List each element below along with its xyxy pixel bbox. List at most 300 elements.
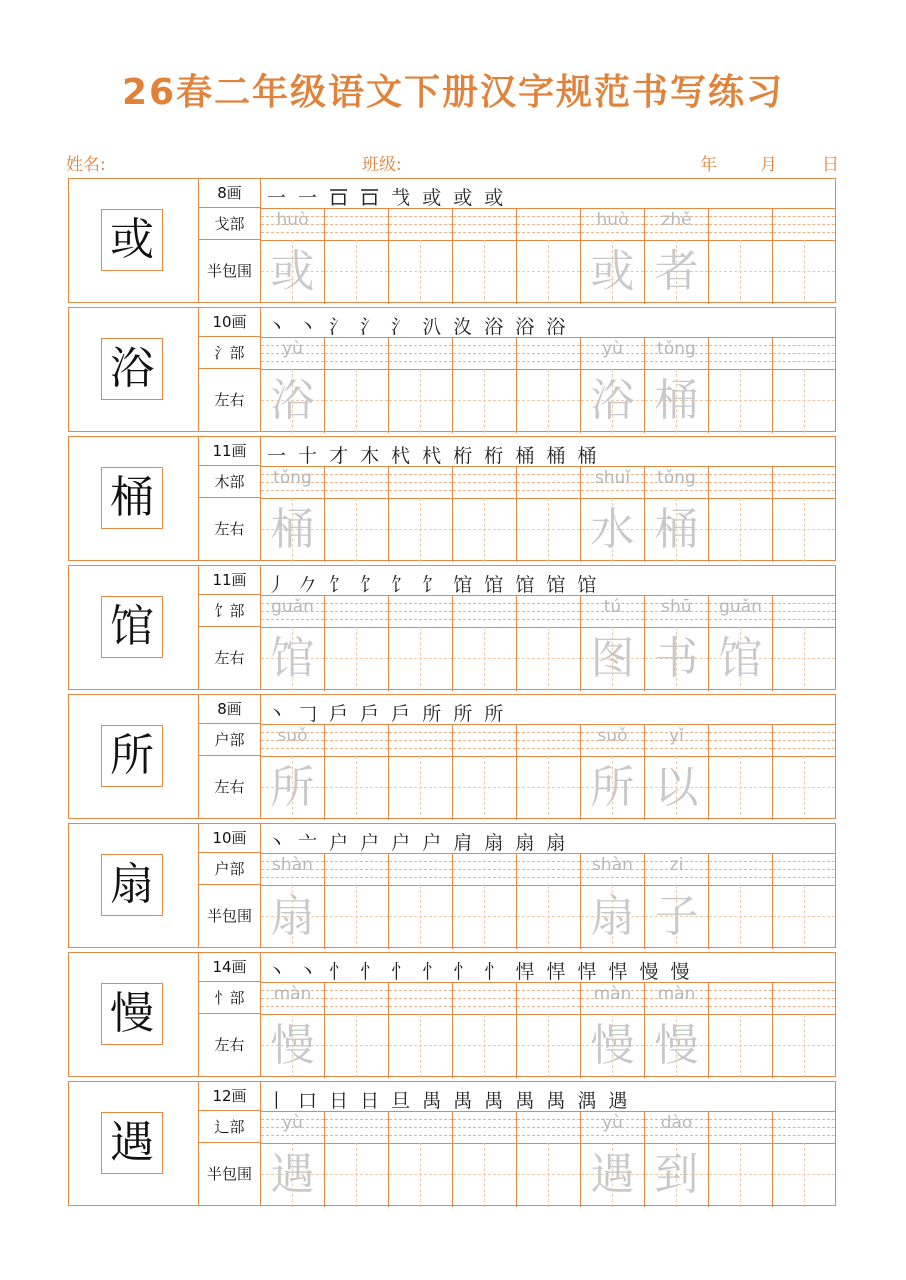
writing-cell[interactable] xyxy=(389,1111,453,1207)
writing-cell[interactable] xyxy=(325,982,389,1078)
stroke-count-label: 8画 xyxy=(199,695,261,724)
tianzige-box xyxy=(581,885,644,949)
pinyin-guide-line xyxy=(325,1006,388,1007)
stroke-order-text: 丨 口 日 日 旦 禺 禺 禺 禺 禺 湡 遇 xyxy=(267,1090,631,1112)
writing-cell[interactable] xyxy=(261,466,325,562)
pinyin-text: suǒ xyxy=(277,726,308,746)
tianzige-box xyxy=(517,627,580,691)
writing-cell[interactable] xyxy=(709,1111,773,1207)
pinyin-guide-line xyxy=(773,216,835,217)
guide-horizontal xyxy=(709,1045,772,1046)
writing-cell[interactable] xyxy=(581,595,645,691)
pinyin-guide-line xyxy=(453,490,516,491)
writing-cell[interactable] xyxy=(389,595,453,691)
pinyin-guide-line xyxy=(581,619,644,620)
guide-horizontal xyxy=(389,916,452,917)
tracing-character: 所 xyxy=(270,762,315,813)
stroke-order-text: 丶 𠃌 戶 戶 戶 所 所 所 xyxy=(267,703,507,725)
writing-cell[interactable] xyxy=(581,337,645,433)
pinyin-text: tú xyxy=(603,597,622,617)
tianzige-box xyxy=(773,369,835,433)
writing-cell[interactable] xyxy=(709,853,773,949)
pinyin-guide-line xyxy=(325,345,388,346)
guide-vertical xyxy=(420,369,421,433)
guide-vertical xyxy=(484,498,485,562)
pinyin-band xyxy=(645,1111,708,1144)
pinyin-band xyxy=(645,595,708,628)
writing-cell[interactable] xyxy=(261,208,325,304)
guide-horizontal xyxy=(709,529,772,530)
pinyin-text: tǒng xyxy=(273,468,312,488)
tracing-character: 扇 xyxy=(270,891,315,942)
radical-label: 辶部 xyxy=(199,1111,261,1143)
guide-vertical xyxy=(356,885,357,949)
guide-horizontal xyxy=(709,1174,772,1175)
pinyin-band xyxy=(517,208,580,241)
tianzige-box xyxy=(453,1014,516,1078)
pinyin-band xyxy=(389,208,452,241)
writing-cell[interactable] xyxy=(645,595,709,691)
tracing-character: 书 xyxy=(654,633,699,684)
pinyin-text: guǎn xyxy=(271,597,314,617)
guide-horizontal xyxy=(773,271,835,272)
stroke-count-label: 10画 xyxy=(199,308,261,337)
guide-horizontal xyxy=(389,1045,452,1046)
pinyin-guide-line xyxy=(709,748,772,749)
writing-cell[interactable] xyxy=(453,982,517,1078)
stroke-order-row xyxy=(261,953,835,983)
writing-cell[interactable] xyxy=(389,982,453,1078)
tracing-character: 馆 xyxy=(270,633,315,684)
writing-cell[interactable] xyxy=(773,337,835,433)
pinyin-guide-line xyxy=(517,1119,580,1120)
pinyin-guide-line xyxy=(517,990,580,991)
pinyin-guide-line xyxy=(325,353,388,354)
pinyin-guide-line xyxy=(389,474,452,475)
guide-vertical xyxy=(548,756,549,820)
pinyin-band xyxy=(709,466,772,499)
pinyin-guide-line xyxy=(389,877,452,878)
writing-cell[interactable] xyxy=(645,982,709,1078)
tianzige-box xyxy=(709,1014,772,1078)
writing-cell[interactable] xyxy=(709,337,773,433)
writing-cell[interactable] xyxy=(325,208,389,304)
pinyin-guide-line xyxy=(709,361,772,362)
pinyin-guide-line xyxy=(773,490,835,491)
writing-cell[interactable] xyxy=(261,1111,325,1207)
tianzige-box xyxy=(517,1143,580,1207)
tracing-character: 慢 xyxy=(590,1020,635,1071)
guide-vertical xyxy=(484,885,485,949)
writing-cell[interactable] xyxy=(453,1111,517,1207)
writing-cell[interactable] xyxy=(325,1111,389,1207)
pinyin-guide-line xyxy=(389,990,452,991)
pinyin-guide-line xyxy=(325,740,388,741)
writing-cell[interactable] xyxy=(325,853,389,949)
writing-cell[interactable] xyxy=(261,595,325,691)
pinyin-guide-line xyxy=(325,732,388,733)
writing-cell[interactable] xyxy=(773,1111,835,1207)
guide-horizontal xyxy=(325,529,388,530)
pinyin-band xyxy=(709,337,772,370)
pinyin-band xyxy=(773,466,835,499)
tianzige-box xyxy=(325,498,388,562)
stroke-order-text: 一 一 𠮛 𠮛 𢦏 或 或 或 xyxy=(267,187,507,209)
pinyin-band xyxy=(453,466,516,499)
pinyin-guide-line xyxy=(517,482,580,483)
pinyin-band xyxy=(261,466,324,499)
pinyin-guide-line xyxy=(581,232,644,233)
writing-cell[interactable] xyxy=(453,595,517,691)
pinyin-band xyxy=(773,853,835,886)
pinyin-guide-line xyxy=(709,1119,772,1120)
stroke-order-row xyxy=(261,308,835,338)
tianzige-box xyxy=(645,885,708,949)
pinyin-guide-line xyxy=(389,1127,452,1128)
pinyin-guide-line xyxy=(453,611,516,612)
writing-cell[interactable] xyxy=(645,337,709,433)
writing-cell[interactable] xyxy=(773,208,835,304)
pinyin-guide-line xyxy=(261,490,324,491)
pinyin-guide-line xyxy=(453,474,516,475)
writing-cell[interactable] xyxy=(709,208,773,304)
pinyin-guide-line xyxy=(325,474,388,475)
writing-cell[interactable] xyxy=(645,1111,709,1207)
pinyin-band xyxy=(709,208,772,241)
guide-horizontal xyxy=(453,1174,516,1175)
tianzige-box xyxy=(581,756,644,820)
tracing-character: 桶 xyxy=(654,504,699,555)
pinyin-guide-line xyxy=(261,619,324,620)
guide-horizontal xyxy=(389,658,452,659)
writing-cell[interactable] xyxy=(325,337,389,433)
tianzige-box xyxy=(453,885,516,949)
pinyin-text: shuǐ xyxy=(594,468,631,488)
pinyin-guide-line xyxy=(773,361,835,362)
guide-vertical xyxy=(356,240,357,304)
writing-cell[interactable] xyxy=(389,208,453,304)
pinyin-guide-line xyxy=(325,490,388,491)
pinyin-guide-line xyxy=(709,345,772,346)
pinyin-band xyxy=(709,595,772,628)
pinyin-band xyxy=(453,595,516,628)
pinyin-guide-line xyxy=(773,232,835,233)
writing-cell[interactable] xyxy=(389,724,453,820)
tianzige-box xyxy=(709,885,772,949)
tianzige-box xyxy=(709,498,772,562)
pinyin-guide-line xyxy=(325,998,388,999)
pinyin-guide-line xyxy=(453,740,516,741)
writing-cell[interactable] xyxy=(581,208,645,304)
pinyin-band xyxy=(453,1111,516,1144)
writing-cell[interactable] xyxy=(709,982,773,1078)
pinyin-guide-line xyxy=(389,361,452,362)
writing-cell[interactable] xyxy=(325,466,389,562)
pinyin-guide-line xyxy=(453,216,516,217)
pinyin-guide-line xyxy=(325,1135,388,1136)
guide-horizontal xyxy=(709,787,772,788)
writing-cell[interactable] xyxy=(581,1111,645,1207)
guide-horizontal xyxy=(517,529,580,530)
pinyin-band xyxy=(389,724,452,757)
guide-horizontal xyxy=(773,1045,835,1046)
writing-cell[interactable] xyxy=(389,466,453,562)
writing-cell[interactable] xyxy=(453,853,517,949)
writing-cell[interactable] xyxy=(645,208,709,304)
pinyin-text: huò xyxy=(276,210,309,230)
pinyin-guide-line xyxy=(453,877,516,878)
guide-horizontal xyxy=(453,658,516,659)
pinyin-guide-line xyxy=(645,877,708,878)
tianzige-box xyxy=(261,627,324,691)
tianzige-box xyxy=(709,369,772,433)
guide-vertical xyxy=(548,498,549,562)
writing-cell[interactable] xyxy=(517,337,581,433)
pinyin-guide-line xyxy=(453,1127,516,1128)
pinyin-guide-line xyxy=(325,877,388,878)
pinyin-guide-line xyxy=(261,877,324,878)
pinyin-guide-line xyxy=(261,1006,324,1007)
tianzige-box xyxy=(709,240,772,304)
tianzige-box xyxy=(581,627,644,691)
writing-cell[interactable] xyxy=(325,724,389,820)
tianzige-box xyxy=(325,240,388,304)
pinyin-guide-line xyxy=(773,748,835,749)
pinyin-guide-line xyxy=(453,998,516,999)
tianzige-box xyxy=(453,369,516,433)
tianzige-box xyxy=(261,369,324,433)
pinyin-guide-line xyxy=(581,748,644,749)
structure-label: 左右 xyxy=(199,756,261,818)
writing-cell[interactable] xyxy=(517,1111,581,1207)
pinyin-band xyxy=(261,724,324,757)
pinyin-guide-line xyxy=(453,619,516,620)
pinyin-guide-line xyxy=(453,990,516,991)
tracing-character: 遇 xyxy=(270,1149,315,1200)
writing-cell[interactable] xyxy=(517,982,581,1078)
tracing-character: 慢 xyxy=(654,1020,699,1071)
writing-cell[interactable] xyxy=(325,595,389,691)
tianzige-box xyxy=(325,756,388,820)
pinyin-band xyxy=(517,982,580,1015)
writing-cell[interactable] xyxy=(581,982,645,1078)
guide-horizontal xyxy=(517,400,580,401)
pinyin-guide-line xyxy=(325,361,388,362)
pinyin-text: yù xyxy=(602,339,623,359)
pinyin-guide-line xyxy=(773,998,835,999)
writing-cell[interactable] xyxy=(517,208,581,304)
writing-cell[interactable] xyxy=(709,595,773,691)
writing-cell[interactable] xyxy=(773,595,835,691)
writing-cell[interactable] xyxy=(709,724,773,820)
writing-cell[interactable] xyxy=(389,337,453,433)
tracing-character: 遇 xyxy=(590,1149,635,1200)
stroke-order-row xyxy=(261,179,835,209)
radical-label: 氵部 xyxy=(199,337,261,369)
pinyin-guide-line xyxy=(517,998,580,999)
character-cell xyxy=(69,953,199,1076)
guide-vertical xyxy=(356,1014,357,1078)
tracing-character: 或 xyxy=(590,246,635,297)
pinyin-band xyxy=(581,337,644,370)
pinyin-band xyxy=(325,724,388,757)
pinyin-guide-line xyxy=(581,361,644,362)
tracing-character: 扇 xyxy=(590,891,635,942)
pinyin-guide-line xyxy=(389,224,452,225)
pinyin-text: yù xyxy=(602,1113,623,1133)
pinyin-band xyxy=(517,1111,580,1144)
writing-cell[interactable] xyxy=(261,853,325,949)
stroke-count-label: 11画 xyxy=(199,566,261,595)
character-cell xyxy=(69,437,199,560)
pinyin-guide-line xyxy=(389,482,452,483)
guide-vertical xyxy=(420,498,421,562)
writing-cell[interactable] xyxy=(773,724,835,820)
pinyin-guide-line xyxy=(453,232,516,233)
pinyin-band xyxy=(773,595,835,628)
pinyin-guide-line xyxy=(581,1135,644,1136)
pinyin-guide-line xyxy=(645,1006,708,1007)
pinyin-band xyxy=(581,853,644,886)
writing-cell[interactable] xyxy=(709,466,773,562)
guide-horizontal xyxy=(773,787,835,788)
pinyin-guide-line xyxy=(389,216,452,217)
pinyin-guide-line xyxy=(773,345,835,346)
guide-vertical xyxy=(356,369,357,433)
character-block xyxy=(68,436,836,561)
writing-cell[interactable] xyxy=(773,853,835,949)
pinyin-guide-line xyxy=(325,869,388,870)
pinyin-text: yǐ xyxy=(669,726,684,746)
guide-horizontal xyxy=(325,1174,388,1175)
guide-vertical xyxy=(804,627,805,691)
writing-cell[interactable] xyxy=(261,724,325,820)
writing-cell[interactable] xyxy=(261,337,325,433)
guide-horizontal xyxy=(325,658,388,659)
guide-vertical xyxy=(804,756,805,820)
tracing-character: 慢 xyxy=(270,1020,315,1071)
writing-cell[interactable] xyxy=(453,724,517,820)
pinyin-guide-line xyxy=(709,740,772,741)
pinyin-guide-line xyxy=(709,490,772,491)
writing-cell[interactable] xyxy=(517,466,581,562)
writing-cell[interactable] xyxy=(389,853,453,949)
writing-cell[interactable] xyxy=(261,982,325,1078)
writing-cell[interactable] xyxy=(581,466,645,562)
guide-vertical xyxy=(740,369,741,433)
model-character: 浴 xyxy=(101,338,163,400)
guide-horizontal xyxy=(517,658,580,659)
pinyin-band xyxy=(517,337,580,370)
guide-vertical xyxy=(484,627,485,691)
pinyin-guide-line xyxy=(517,345,580,346)
guide-vertical xyxy=(548,1143,549,1207)
tianzige-box xyxy=(773,756,835,820)
pinyin-band xyxy=(325,1111,388,1144)
pinyin-text: tǒng xyxy=(657,468,696,488)
pinyin-guide-line xyxy=(517,877,580,878)
pinyin-band xyxy=(453,724,516,757)
pinyin-guide-line xyxy=(389,861,452,862)
stroke-order-text: 丶 亠 户 户 户 户 肩 扇 扇 扇 xyxy=(267,832,569,854)
pinyin-band xyxy=(261,982,324,1015)
tianzige-box xyxy=(773,240,835,304)
writing-cell[interactable] xyxy=(645,466,709,562)
pinyin-guide-line xyxy=(325,861,388,862)
writing-cell[interactable] xyxy=(581,853,645,949)
pinyin-guide-line xyxy=(325,611,388,612)
writing-cell[interactable] xyxy=(453,466,517,562)
character-cell xyxy=(69,308,199,431)
pinyin-band xyxy=(453,982,516,1015)
pinyin-guide-line xyxy=(453,869,516,870)
guide-horizontal xyxy=(325,916,388,917)
guide-vertical xyxy=(804,1014,805,1078)
writing-cell[interactable] xyxy=(581,724,645,820)
character-block xyxy=(68,694,836,819)
pinyin-guide-line xyxy=(325,232,388,233)
pinyin-band xyxy=(517,595,580,628)
character-cell xyxy=(69,1082,199,1205)
pinyin-guide-line xyxy=(517,474,580,475)
pinyin-band xyxy=(325,982,388,1015)
structure-label: 左右 xyxy=(199,369,261,431)
tianzige-box xyxy=(645,1014,708,1078)
pinyin-guide-line xyxy=(773,1135,835,1136)
pinyin-guide-line xyxy=(389,232,452,233)
pinyin-guide-line xyxy=(453,732,516,733)
pinyin-guide-line xyxy=(773,482,835,483)
guide-horizontal xyxy=(453,1045,516,1046)
writing-cell[interactable] xyxy=(773,982,835,1078)
pinyin-guide-line xyxy=(325,216,388,217)
writing-cell[interactable] xyxy=(453,337,517,433)
tianzige-box xyxy=(453,498,516,562)
tracing-character: 浴 xyxy=(590,375,635,426)
pinyin-guide-line xyxy=(325,1127,388,1128)
writing-cell[interactable] xyxy=(453,208,517,304)
tracing-character: 水 xyxy=(590,504,635,555)
writing-cell[interactable] xyxy=(517,595,581,691)
guide-horizontal xyxy=(453,529,516,530)
structure-label: 左右 xyxy=(199,498,261,560)
tianzige-box xyxy=(389,498,452,562)
pinyin-band xyxy=(389,853,452,886)
stroke-order-row xyxy=(261,566,835,596)
pinyin-band xyxy=(645,337,708,370)
writing-cell[interactable] xyxy=(517,724,581,820)
pinyin-guide-line xyxy=(389,732,452,733)
tianzige-box xyxy=(261,1014,324,1078)
stroke-order-row xyxy=(261,1082,835,1112)
pinyin-band xyxy=(453,853,516,886)
writing-cell[interactable] xyxy=(773,466,835,562)
writing-cell[interactable] xyxy=(645,853,709,949)
writing-cell[interactable] xyxy=(517,853,581,949)
pinyin-guide-line xyxy=(517,353,580,354)
guide-vertical xyxy=(420,1143,421,1207)
tianzige-box xyxy=(709,1143,772,1207)
guide-vertical xyxy=(548,885,549,949)
stroke-count-label: 11画 xyxy=(199,437,261,466)
pinyin-guide-line xyxy=(709,353,772,354)
pinyin-guide-line xyxy=(709,861,772,862)
writing-cell[interactable] xyxy=(645,724,709,820)
pinyin-band xyxy=(325,595,388,628)
pinyin-guide-line xyxy=(517,216,580,217)
pinyin-text: huò xyxy=(596,210,629,230)
pinyin-guide-line xyxy=(453,861,516,862)
